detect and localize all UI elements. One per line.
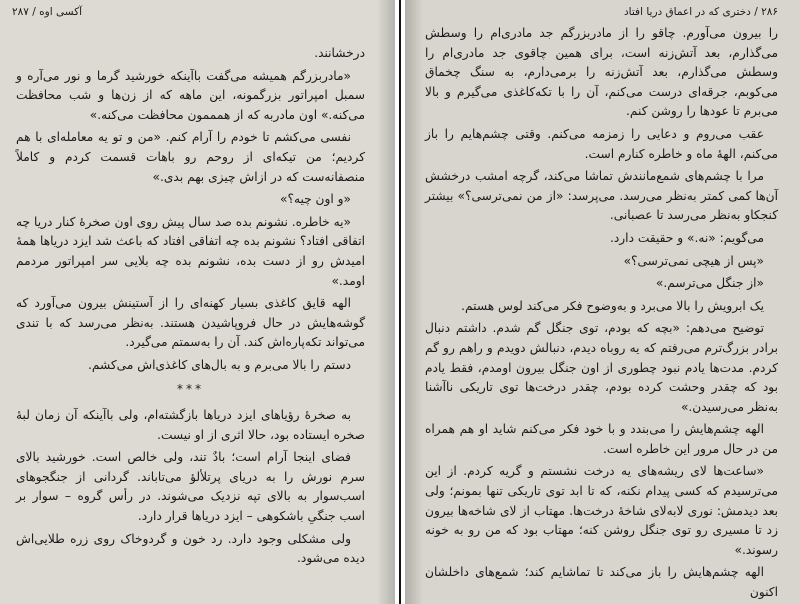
paragraph: الهه چشم‌هایش را باز می‌کند تا تماشایم کند؛ شمع‌های داخلشان اکنون [425, 565, 778, 600]
paragraph: می‌گویم: «نه.» و حقیقت دارد. [610, 230, 764, 245]
paragraph: «از جنگل می‌ترسم.» [655, 276, 764, 291]
paragraph: را بیرون می‌آورم. چاقو را از مادربزرگم جد مادری‌ام را وسطش می‌گذارم، بعد آتش‌زنه است، برای همین چاقوی جد مادری‌ام را وسطش می‌گذارم، بعد آتش‌زنه را برمی‌دارم، به سنگ چخماق می‌کوبم، جرقه‌ای درست می‌کنم، آن را با تکه‌کاغذی می‌گیرم و بالا می‌برم تا عودها را روشن کنم. [425, 26, 778, 119]
left-page [0, 0, 395, 604]
paragraph: نفسی می‌کشم تا خودم را آرام کنم. «من و تو یه معامله‌ای با هم کردیم؛ من تیکه‌ای از روحم رو باهات قسمت کردم و کاملاً منصفانه‌ست که در ازاش چیزی بهم بدی.» [16, 130, 365, 184]
paragraph: «یه خاطره. نشونم بده صد سال پیش روی اون صخرهٔ کنار دریا چه اتفاقی افتاد؟ نشونم بده چه اتفاقی افتاد که باعث شد ایزد دریاها همهٔ امیدش رو از دست بده، نشونم بده چه بلایی سر امپراتور مردمم اومد.» [16, 214, 365, 288]
paragraph: ولی مشکلی وجود دارد. رد خون و گردوخاک روی زره طلایی‌اش دیده می‌شود. [16, 531, 365, 566]
paragraph: «و اون چیه؟» [280, 192, 351, 207]
paragraph: دستم را بالا می‌برم و به بال‌های کاغذی‌اش می‌کشم. [88, 357, 351, 372]
paragraph: «مادربزرگم همیشه می‌گفت باآینکه خورشید گرما و نور می‌آره و سمبل امپراتور بزرگمونه، این ماهه که از زن‌ها و شب محافظت می‌کنه.» اون مادربه که از همممون محافظت می‌کنه.» [16, 68, 365, 122]
binding-shadow [405, 0, 423, 604]
page-header-left: آکسی اوه / ۲۸۷ [12, 6, 82, 18]
right-page [405, 0, 800, 604]
paragraph: الهه چشم‌هایش را می‌بندد و با خود فکر می‌کنم شاید او هم همراه من در حال مرور این خاطره است. [425, 422, 778, 456]
paragraph: به صخرهٔ رؤیاهای ایزد دریاها بازگشته‌ام، ولی باآینکه آن زمان لبهٔ صخره ایستاده بود، حالا اثری از او نیست. [16, 408, 365, 442]
paragraph: یک ابرویش را بالا می‌برد و به‌وضوح فکر می‌کند لوس هستم. [461, 298, 764, 313]
paragraph: الهه قایق کاغذی بسیار کهنه‌ای را از آستینش بیرون می‌آورد که گوشه‌هایش در حال فروپاشیدن هستند. به‌نظر می‌رسد که با تندی می‌تواند تکه‌پاره‌اش کند. آن را به‌سمتم می‌گیرد. [16, 296, 365, 350]
paragraph: فضای اینجا آرام است؛ بادٌ تند، ولی خالص است. خورشید بالای سرم نورش را به دریای پرتلألؤ می‌تاباند. گردانی از جنگجوهای اسب‌سوار به بالای تپه نزدیک می‌شوند. در رأس گروه – سوار بر اسب جنگیِ باشکوهی – ایزد دریاها قرار دارد. [16, 450, 365, 524]
right-page-text [425, 24, 778, 604]
paragraph: توضیح می‌دهم: «بچه که بودم، توی جنگل گم شدم. داشتم دنبال برادر بزرگ‌ترم می‌رفتم که یه روباه دیدم، دنبالش دویدم و راهم رو گم کردم. مدت‌ها یادم نبود چطوری از اون جنگل بیرون اومدم، فقط یادم بود که چقدر وحشت کرده بودم، چقدر درخت‌ها توی تاریکی ناآشنا به‌نظر می‌رسیدن.» [425, 321, 778, 414]
left-page-text [16, 44, 365, 572]
paragraph: درخشانند. [314, 46, 365, 60]
binding-shadow [377, 0, 395, 604]
paragraph: «پس از هیچی نمی‌ترسی؟» [623, 253, 764, 268]
paragraph: «ساعت‌ها لای ریشه‌های یه درخت نشستم و گریه کردم. از این می‌ترسیدم که کسی پیدام نکنه، که تا ابد توی تاریکی تنها بمونم؛ ولی بعد دیدمش: نوری لابه‌لای شاخهٔ درخت‌ها. مهتاب از لای شاخه‌ها بیرون زد تا مسیری رو توی جنگل روشن کنه؛ مهتاب بود که من رو به خونه رسوند.» [425, 464, 778, 557]
paragraph: عقب می‌روم و دعایی را زمزمه می‌کنم. وقتی چشم‌هایم را باز می‌کنم، الههٔ ماه و خاطره کنارم است. [425, 126, 778, 161]
paragraph: مرا با چشم‌های شمع‌مانندش تماشا می‌کند، گرچه امشب درخشش آن‌ها کمی کمتر به‌نظر می‌رسد. می‌پرسد: «از من نمی‌ترسی؟» بیشتر کنجکاو به‌نظر می‌رسد تا عصبانی. [425, 169, 778, 223]
page-header-right: ۲۸۶ / دختری که در اعماق دریا افتاد [624, 6, 778, 18]
section-separator: *** [176, 381, 205, 396]
gutter-divider [399, 0, 401, 604]
